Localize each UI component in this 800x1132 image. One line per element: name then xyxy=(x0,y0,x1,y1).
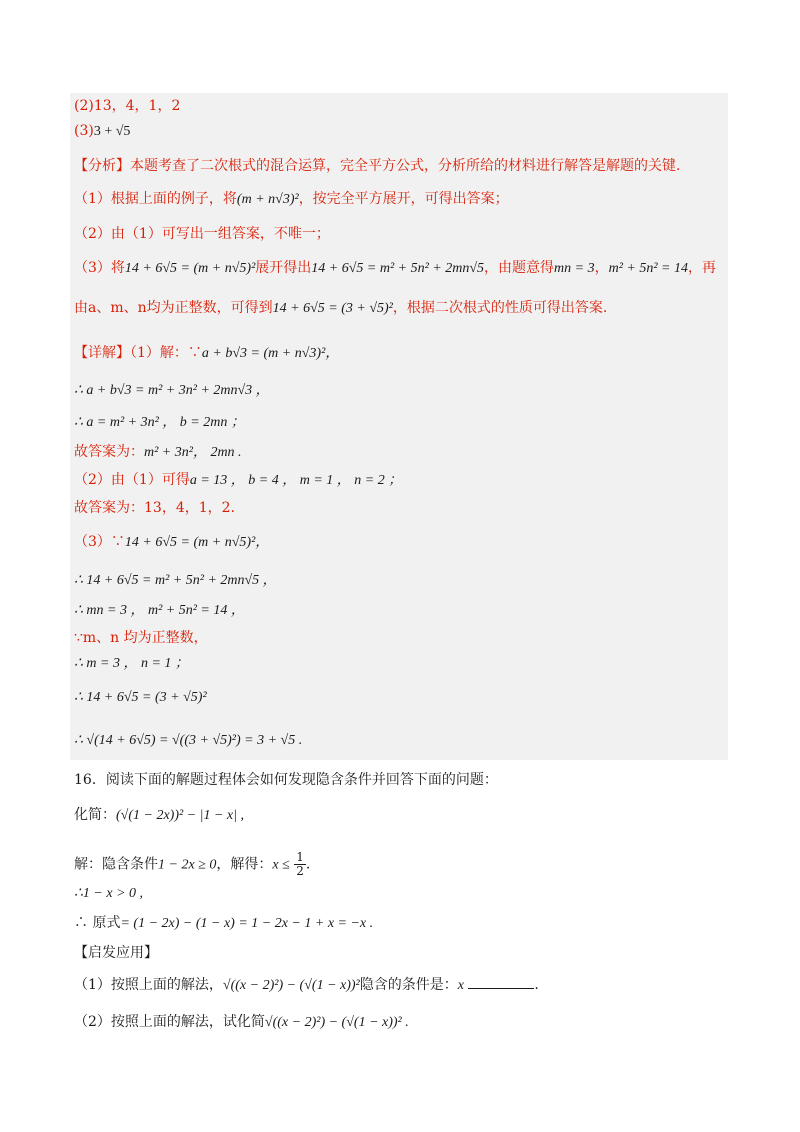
detail-line-8: ∴ 14 + 6√5 = m² + 5n² + 2mn√5 ， xyxy=(74,573,277,588)
analysis-step-3-mid-2: ，由题意得 xyxy=(484,260,555,276)
detail-line-11: ∴ m = 3 ， n = 1 ； xyxy=(74,656,189,671)
fraction-numerator: 1 xyxy=(296,850,304,864)
detail-line-1 xyxy=(74,343,339,364)
question-16-title: 16．阅读下面的解题过程体会如何发现隐含条件并回答下面的问题： xyxy=(74,772,498,788)
detail-line-7-prefix: （3）∵ xyxy=(74,534,125,550)
analysis-step-1-expr: (m + n√3)² xyxy=(236,192,299,207)
fraction-denominator: 2 xyxy=(296,864,304,878)
solution-result: x ≤ xyxy=(272,857,290,873)
step-2-prefix: ∴ 原式 xyxy=(74,915,121,931)
detail-line-5-prefix: （2）由（1）可得 xyxy=(74,472,190,488)
part-2-expr: √((x − 2)²) − (√(1 − x))² . xyxy=(264,1015,409,1030)
answer-item-3-value: 3 + √5 xyxy=(93,124,131,139)
detail-line-5-expr: a = 13 ， b = 4 ， m = 1 ， n = 2 ； xyxy=(189,473,403,488)
step-1: ∴1 − x > 0 , xyxy=(74,886,144,901)
part-1-mid: 隐含的条件是： xyxy=(359,977,458,993)
analysis-step-1-tail: ，按完全平方展开，可得出答案； xyxy=(298,191,509,207)
detail-line-7 xyxy=(74,532,269,553)
part-2 xyxy=(74,1012,409,1033)
detail-line-1-expr: a + b√3 = (m + n√3)²， xyxy=(201,346,340,361)
simplify-expr: (√(1 − 2x))² − |1 − x| , xyxy=(116,808,244,823)
detail-line-6: 故答案为：13，4，1，2. xyxy=(74,500,235,516)
analysis-step-3-tail: ，再 xyxy=(688,260,717,276)
analysis-text: 本题考查了二次根式的混合运算，完全平方公式，分析所给的材料进行解答是解题的关键. xyxy=(130,158,681,174)
solution-line xyxy=(74,851,310,878)
analysis-step-3b-prefix: 由a、m、n均为正整数，可得到 xyxy=(74,300,273,316)
solution-mid: ，解得： xyxy=(216,856,273,873)
analysis-step-3-expr-3: mn = 3 xyxy=(554,261,595,276)
part-1-prefix: （1）按照上面的解法， xyxy=(74,977,223,993)
detail-line-13: ∴ √(14 + 6√5) = √((3 + √5)²) = 3 + √5 . xyxy=(74,733,303,748)
answer-item-3 xyxy=(74,121,130,142)
fraction-one-half xyxy=(294,851,306,878)
analysis-step-3b-expr: 14 + 6√5 = (3 + √5)² xyxy=(272,301,393,316)
solution-condition: 1 − 2x ≥ 0 xyxy=(158,857,217,873)
detail-line-4 xyxy=(74,442,242,463)
analysis-step-3-expr-1: 14 + 6√5 = (m + n√5)² xyxy=(124,261,256,276)
answer-item-3-prefix: (3) xyxy=(74,123,94,139)
analysis-step-3-mid-1: 展开得出 xyxy=(255,260,312,276)
analysis-step-3-expr-4: m² + 5n² = 14 xyxy=(608,261,689,276)
step-2 xyxy=(74,913,373,934)
part-1-expr: √((x − 2)²) − (√(1 − x))² xyxy=(222,978,360,993)
analysis-tag: 【分析】 xyxy=(74,158,130,174)
detail-line-7-expr: 14 + 6√5 = (m + n√5)²， xyxy=(124,535,270,550)
part-1-end: . xyxy=(534,977,539,993)
step-2-expr: = (1 − 2x) − (1 − x) = 1 − 2x − 1 + x = −x . xyxy=(120,916,374,931)
analysis-step-3-expr-2: 14 + 6√5 = m² + 5n² + 2mn√5 xyxy=(311,261,485,276)
inspire-heading: 【启发应用】 xyxy=(74,945,158,961)
detail-line-2: ∴ a + b√3 = m² + 3n² + 2mn√3 ， xyxy=(74,383,270,398)
detail-line-3: ∴ a = m² + 3n² ， b = 2mn ； xyxy=(74,415,245,430)
part-1-var: x xyxy=(457,978,464,993)
detail-tag: 【详解】 xyxy=(74,345,130,361)
detail-line-5 xyxy=(74,470,402,491)
solution-prefix: 解：隐含条件 xyxy=(74,856,158,873)
detail-line-1-prefix: （1）解：∵ xyxy=(130,345,202,361)
analysis-step-3b-tail: ，根据二次根式的性质可得出答案. xyxy=(392,300,608,316)
analysis-step-3-prefix: （3）将 xyxy=(74,260,125,276)
detail-line-4-prefix: 故答案为： xyxy=(74,444,144,460)
analysis-step-2 xyxy=(74,224,330,244)
answer-item-2 xyxy=(74,96,180,116)
analysis-step-1 xyxy=(74,189,509,210)
part-2-prefix: （2）按照上面的解法，试化简 xyxy=(74,1014,265,1030)
analysis-step-1-text: （1）根据上面的例子，将 xyxy=(74,191,237,207)
analysis-line xyxy=(74,156,680,176)
detail-line-4-expr: m² + 3n²， 2mn . xyxy=(144,445,242,460)
detail-line-10: ∵m、n 均为正整数， xyxy=(74,630,208,646)
detail-line-12: ∴ 14 + 6√5 = (3 + √5)² xyxy=(74,690,207,705)
analysis-step-3: （3）将14 + 6√5 = (m + n√5)²展开得出14 + 6√5 = m² + 5n² + 2mn√5，由题意得mn = 3，m² + 5n² = 14，再 xyxy=(74,260,717,276)
part-1 xyxy=(74,974,539,996)
answer-item-2-text: (2)13，4，1，2 xyxy=(74,98,181,114)
analysis-step-2-text: （2）由（1）可写出一组答案，不唯一； xyxy=(74,226,330,242)
simplify-prefix: 化简： xyxy=(74,807,116,823)
detail-line-9: ∴ mn = 3 ， m² + 5n² = 14 ， xyxy=(74,603,245,618)
simplify-line xyxy=(74,805,244,826)
analysis-step-3b xyxy=(74,298,607,319)
solution-end: . xyxy=(305,856,311,873)
answer-blank[interactable] xyxy=(468,974,534,989)
